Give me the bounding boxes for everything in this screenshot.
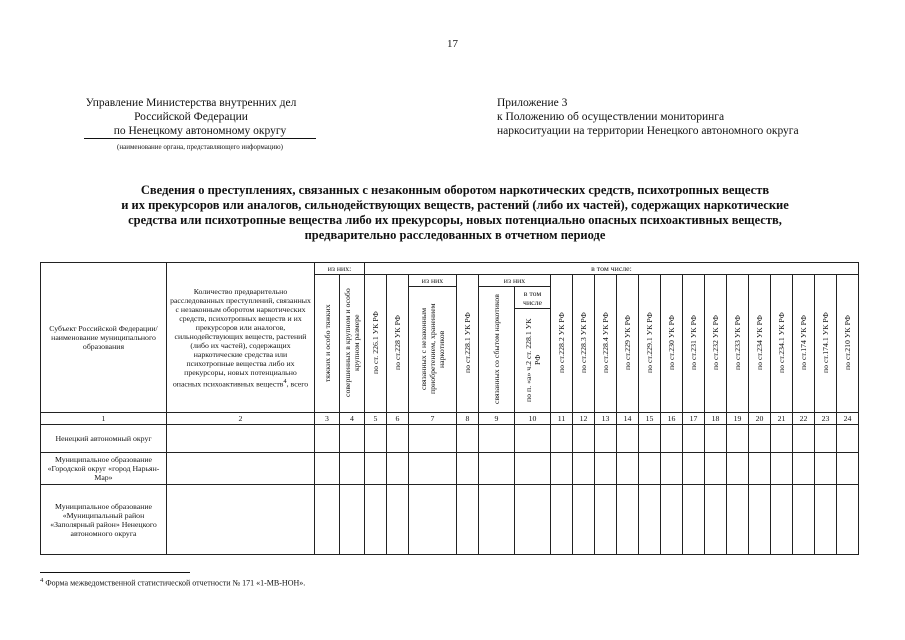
data-cell[interactable]	[365, 485, 387, 555]
data-cell[interactable]	[167, 453, 315, 485]
header-iz-nih-2: из них	[409, 275, 457, 287]
org-line-3: по Ненецкому автономному округу	[84, 124, 316, 139]
header-c13: по ст.228.4 УК РФ	[595, 275, 617, 413]
data-cell[interactable]	[639, 425, 661, 453]
header-subject: Субъект Российской Федерации/ наименование муниципального образования	[41, 263, 167, 413]
document-heading	[60, 183, 850, 243]
crimes-table	[40, 262, 859, 555]
data-cell[interactable]	[315, 453, 340, 485]
data-cell[interactable]	[167, 485, 315, 555]
num-cell: 22	[793, 413, 815, 425]
data-cell[interactable]	[683, 485, 705, 555]
data-cell[interactable]	[340, 425, 365, 453]
num-cell: 4	[340, 413, 365, 425]
header-c7: связанных с незаконным приобретением, хранением наркотиков	[409, 287, 457, 413]
data-cell[interactable]	[595, 453, 617, 485]
data-cell[interactable]	[573, 485, 595, 555]
appendix-line-1: Приложение 3	[497, 97, 568, 109]
header-c20: по ст.234 УК РФ	[749, 275, 771, 413]
num-cell: 20	[749, 413, 771, 425]
num-cell: 7	[409, 413, 457, 425]
data-cell[interactable]	[515, 425, 551, 453]
header-v-tom-chisle-2: в том числе	[515, 287, 551, 309]
num-cell: 24	[837, 413, 859, 425]
num-cell: 8	[457, 413, 479, 425]
data-cell[interactable]	[340, 485, 365, 555]
header-c8: по ст.228.1 УК РФ	[457, 275, 479, 413]
data-cell[interactable]	[457, 485, 479, 555]
header-c10: по п. «а» ч.2 ст. 228.1 УК РФ	[515, 309, 551, 413]
data-cell[interactable]	[409, 485, 457, 555]
data-cell[interactable]	[727, 485, 749, 555]
header-total-end: , всего	[286, 379, 309, 389]
num-cell: 5	[365, 413, 387, 425]
data-cell[interactable]	[639, 453, 661, 485]
org-note: (наименование органа, представляющего информацию)	[117, 143, 283, 151]
num-cell: 11	[551, 413, 573, 425]
data-cell[interactable]	[479, 425, 515, 453]
num-cell: 12	[573, 413, 595, 425]
heading-line-2: и их прекурсоров или аналогов, сильнодействующих веществ, растений (либо их частей), содержащих наркотические	[121, 198, 789, 212]
header-iz-nih-3: из них	[479, 275, 551, 287]
data-cell[interactable]	[387, 425, 409, 453]
data-cell[interactable]	[815, 485, 837, 555]
heading-line-4: предварительно расследованных в отчетном периоде	[304, 228, 606, 242]
data-cell[interactable]	[595, 425, 617, 453]
data-cell[interactable]	[815, 453, 837, 485]
data-cell[interactable]	[617, 485, 639, 555]
table-row	[41, 453, 859, 485]
table-row	[41, 425, 859, 453]
page-number: 17	[447, 38, 458, 50]
header-c24: по ст.210 УК РФ	[837, 275, 859, 413]
data-cell[interactable]	[749, 425, 771, 453]
data-cell[interactable]	[771, 425, 793, 453]
data-cell[interactable]	[551, 485, 573, 555]
data-cell[interactable]	[727, 425, 749, 453]
header-c14: по ст.229 УК РФ	[617, 275, 639, 413]
org-line-1: Управление Министерства внутренних дел	[85, 97, 297, 109]
header-iz-nih: из них:	[315, 263, 365, 275]
num-cell: 1	[41, 413, 167, 425]
num-cell: 16	[661, 413, 683, 425]
data-cell[interactable]	[551, 425, 573, 453]
data-cell[interactable]	[837, 425, 859, 453]
data-cell[interactable]	[705, 453, 727, 485]
appendix-block	[497, 96, 857, 138]
header-c22: по ст.174 УК РФ	[793, 275, 815, 413]
data-cell[interactable]	[365, 425, 387, 453]
data-cell[interactable]	[387, 485, 409, 555]
row-label: Ненецкий автономный округ	[41, 425, 167, 453]
data-cell[interactable]	[705, 425, 727, 453]
num-cell: 10	[515, 413, 551, 425]
data-cell[interactable]	[457, 453, 479, 485]
num-cell: 15	[639, 413, 661, 425]
row-label: Муниципальное образование «Муниципальный район «Заполярный район» Ненецкого автономного округа	[41, 485, 167, 555]
num-cell: 19	[727, 413, 749, 425]
data-cell[interactable]	[457, 425, 479, 453]
header-total-text: Количество предварительно расследованных преступлений, связанных с незаконным оборотом наркотических средств, психотропных веществ и их прекурсоров или аналогов, сильнодействующих веществ, растений (либо их частей), содержащих наркотические средства или психотропные вещества либо их прекурсоры, новых потенциально опасных психоактивных веществ	[170, 286, 311, 389]
data-cell[interactable]	[365, 453, 387, 485]
data-cell[interactable]	[661, 425, 683, 453]
data-cell[interactable]	[515, 485, 551, 555]
num-cell: 21	[771, 413, 793, 425]
data-cell[interactable]	[167, 425, 315, 453]
num-cell: 18	[705, 413, 727, 425]
data-cell[interactable]	[409, 453, 457, 485]
appendix-line-2: к Положению об осуществлении мониторинга	[497, 111, 725, 123]
header-total	[167, 263, 315, 413]
header-total-sup: 4	[283, 377, 287, 385]
data-cell[interactable]	[595, 485, 617, 555]
column-number-row	[41, 413, 859, 425]
footnote-sup: 4	[40, 577, 44, 584]
data-cell[interactable]	[661, 485, 683, 555]
data-cell[interactable]	[515, 453, 551, 485]
org-line-2: Российской Федерации	[134, 111, 248, 123]
data-cell[interactable]	[749, 485, 771, 555]
data-cell[interactable]	[340, 453, 365, 485]
data-cell[interactable]	[683, 425, 705, 453]
data-cell[interactable]	[837, 485, 859, 555]
header-c3: тяжких и особо тяжких	[315, 275, 340, 413]
header-v-tom-chisle: в том числе:	[365, 263, 859, 275]
data-cell[interactable]	[771, 453, 793, 485]
header-c12: по ст.228.3 УК РФ	[573, 275, 595, 413]
footnote-divider	[40, 572, 190, 573]
footnote-text: Форма межведомственной статистической отчетности № 171 «1-МВ-НОН».	[43, 578, 306, 588]
data-cell[interactable]	[749, 453, 771, 485]
data-cell[interactable]	[815, 425, 837, 453]
data-cell[interactable]	[705, 485, 727, 555]
num-cell: 14	[617, 413, 639, 425]
appendix-line-3: наркоситуации на территории Ненецкого автономного округа	[497, 125, 799, 137]
data-cell[interactable]	[573, 453, 595, 485]
num-cell: 9	[479, 413, 515, 425]
data-cell[interactable]	[551, 453, 573, 485]
num-cell: 13	[595, 413, 617, 425]
header-c21: по ст.234.1 УК РФ	[771, 275, 793, 413]
num-cell: 3	[315, 413, 340, 425]
data-cell[interactable]	[315, 425, 340, 453]
header-c17: по ст.231 УК РФ	[683, 275, 705, 413]
data-cell[interactable]	[479, 453, 515, 485]
footnote	[40, 577, 305, 588]
data-cell[interactable]	[315, 485, 340, 555]
data-cell[interactable]	[793, 485, 815, 555]
heading-line-1: Сведения о преступлениях, связанных с незаконным оборотом наркотических средств, психотропных веществ	[140, 183, 770, 197]
data-cell[interactable]	[727, 453, 749, 485]
table-row	[41, 485, 859, 555]
num-cell: 2	[167, 413, 315, 425]
data-cell[interactable]	[409, 425, 457, 453]
data-cell[interactable]	[771, 485, 793, 555]
data-cell[interactable]	[573, 425, 595, 453]
data-cell[interactable]	[793, 453, 815, 485]
data-cell[interactable]	[639, 485, 661, 555]
num-cell: 6	[387, 413, 409, 425]
row-label: Муниципальное образование «Городской округ «город Нарьян-Мар»	[41, 453, 167, 485]
data-cell[interactable]	[661, 453, 683, 485]
header-c9: связанных со сбытом наркотиков	[479, 287, 515, 413]
header-c11: по ст.228.2 УК РФ	[551, 275, 573, 413]
data-cell[interactable]	[683, 453, 705, 485]
data-cell[interactable]	[479, 485, 515, 555]
data-cell[interactable]	[617, 425, 639, 453]
header-c4: совершенных в крупном и особо крупном размере	[340, 275, 365, 413]
header-c5: по ст. 226.1 УК РФ	[365, 275, 387, 413]
organization-block	[62, 96, 320, 153]
header-c19: по ст.233 УК РФ	[727, 275, 749, 413]
heading-line-3: средства или психотропные вещества либо их прекурсоры, новых потенциально опасных психоактивных веществ,	[128, 213, 782, 227]
data-cell[interactable]	[837, 453, 859, 485]
data-cell[interactable]	[793, 425, 815, 453]
data-cell[interactable]	[387, 453, 409, 485]
header-c23: по ст.174.1 УК РФ	[815, 275, 837, 413]
header-c18: по ст.232 УК РФ	[705, 275, 727, 413]
num-cell: 17	[683, 413, 705, 425]
header-c16: по ст.230 УК РФ	[661, 275, 683, 413]
data-cell[interactable]	[617, 453, 639, 485]
header-c6: по ст.228 УК РФ	[387, 275, 409, 413]
header-c15: по ст.229.1 УК РФ	[639, 275, 661, 413]
num-cell: 23	[815, 413, 837, 425]
